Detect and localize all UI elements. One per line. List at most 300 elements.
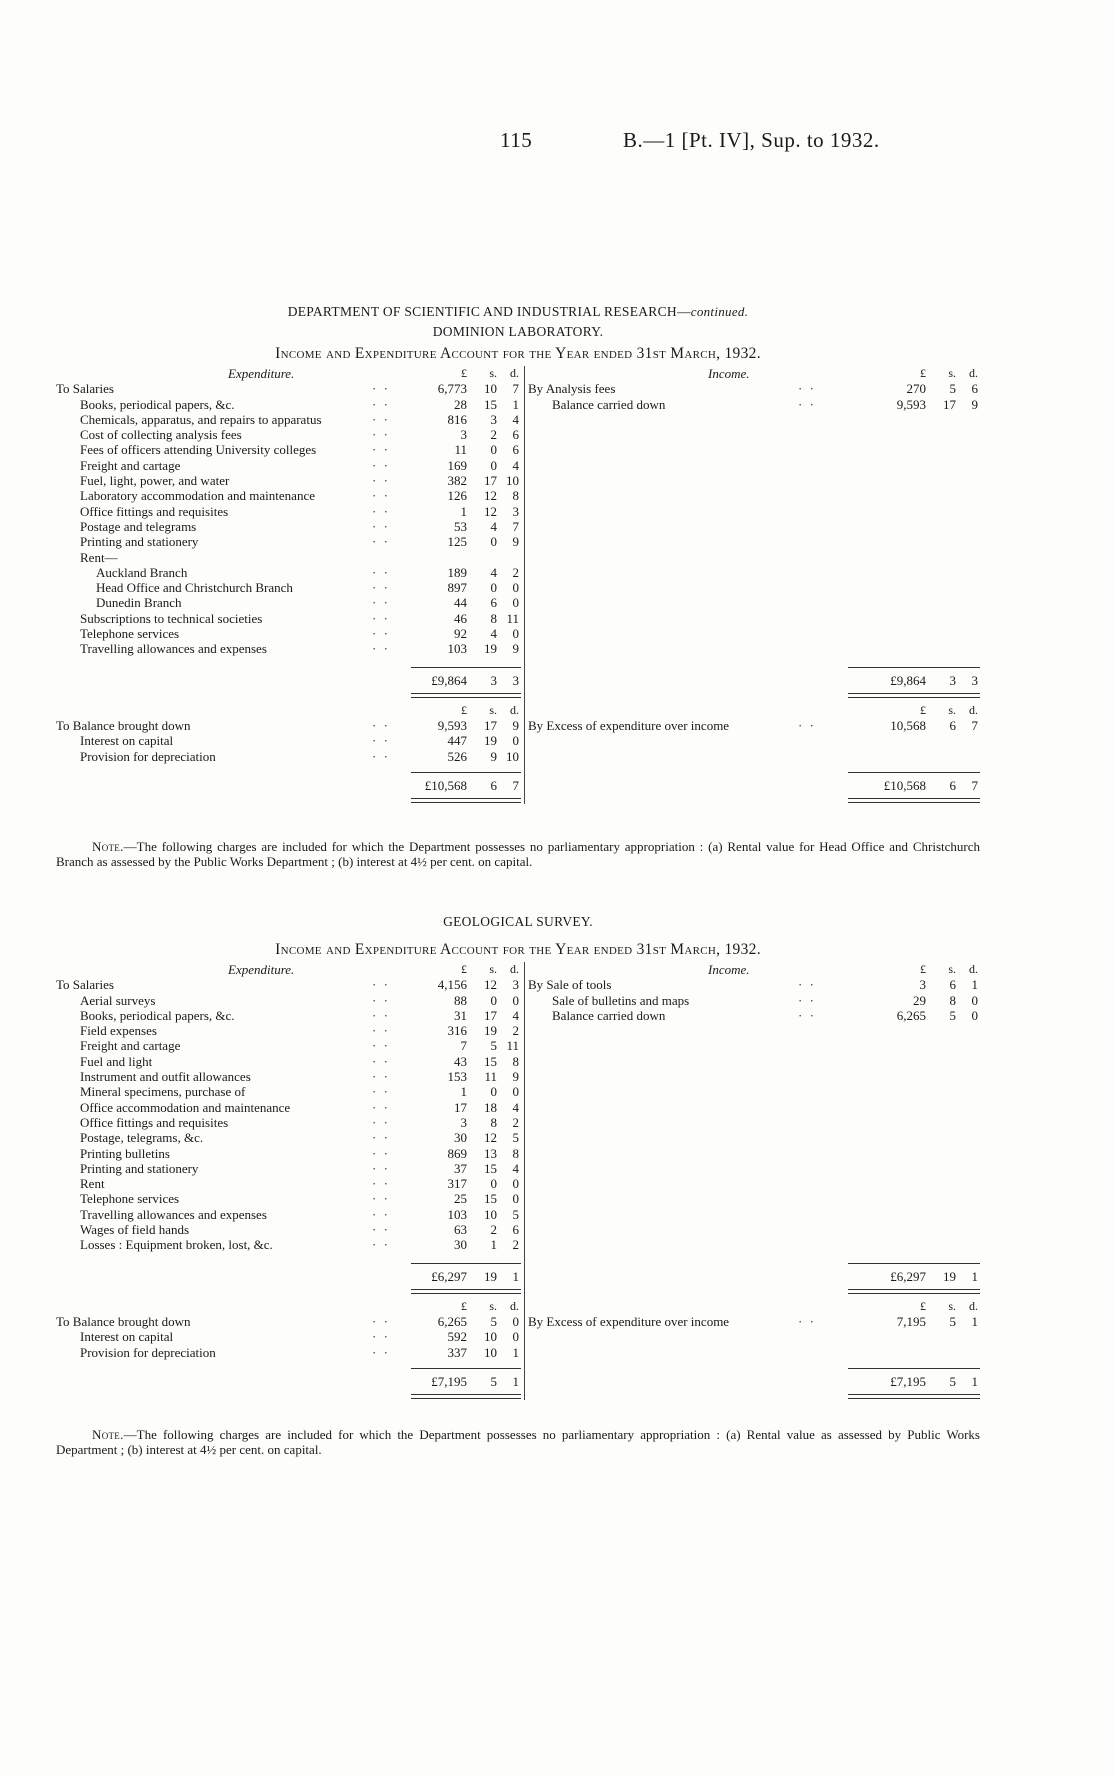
total-double-rule-2 <box>411 798 521 803</box>
row-label: Instrument and outfit allowances <box>80 1069 251 1085</box>
pounds: 37 <box>454 1160 467 1176</box>
total2-p: £7,195 <box>431 1373 467 1389</box>
pounds: 270 <box>906 381 926 397</box>
pounds: 25 <box>454 1191 467 1207</box>
expenditure-row <box>56 534 524 549</box>
row-label: Rent <box>80 1176 105 1192</box>
leader-dots: · · <box>372 1130 390 1146</box>
heading-label: Income. <box>708 366 750 381</box>
shillings: 5 <box>949 381 956 397</box>
total2-p: £7,195 <box>890 1373 926 1389</box>
pounds: 6,265 <box>896 1007 926 1023</box>
row-label: Dunedin Branch <box>96 595 182 611</box>
shillings: 17 <box>484 717 497 733</box>
amount <box>411 1115 521 1130</box>
leader-dots: · · <box>372 503 390 519</box>
expenditure-row <box>56 1161 524 1176</box>
pence: 6 <box>512 427 519 443</box>
expenditure-row <box>56 1222 524 1237</box>
pounds: 4,156 <box>437 977 467 993</box>
expenditure-row <box>56 1237 524 1252</box>
leader-dots: · · <box>372 1329 390 1345</box>
shillings: 11 <box>484 1069 497 1085</box>
row-label: Interest on capital <box>80 733 174 749</box>
heading-label: Expenditure. <box>228 366 295 381</box>
amount <box>411 1084 521 1099</box>
expenditure-row <box>56 1054 524 1069</box>
currency-p: £ <box>461 1298 467 1313</box>
total-double-rule-2 <box>411 1394 521 1399</box>
department-title <box>56 302 980 322</box>
amount <box>411 993 521 1008</box>
shillings: 12 <box>484 488 497 504</box>
income-side-2 <box>528 702 980 793</box>
pence: 9 <box>512 1069 519 1085</box>
amount <box>411 397 521 412</box>
leader-dots: · · <box>798 1313 816 1329</box>
leader-dots: · · <box>372 1206 390 1222</box>
pence: 0 <box>971 1007 978 1023</box>
pounds: 30 <box>454 1130 467 1146</box>
shillings: 12 <box>484 503 497 519</box>
amount <box>411 1054 521 1069</box>
shillings: 15 <box>484 396 497 412</box>
income-row <box>528 1008 980 1023</box>
shillings: 12 <box>484 1130 497 1146</box>
column-heading <box>528 962 980 977</box>
shillings: 15 <box>484 1053 497 1069</box>
leader-dots: · · <box>372 1084 390 1100</box>
pounds: 1 <box>460 1084 467 1100</box>
row-label: Printing bulletins <box>80 1145 170 1161</box>
pence: 0 <box>512 1084 519 1100</box>
currency-s: s. <box>489 962 497 976</box>
amount <box>411 1237 521 1252</box>
shillings: 9 <box>490 748 497 764</box>
total-p: £9,864 <box>431 672 467 688</box>
dsir-note <box>56 839 980 869</box>
row-label: By Excess of expenditure over income <box>528 717 730 733</box>
shillings: 0 <box>490 992 497 1008</box>
income-row <box>528 1314 980 1329</box>
income-row <box>528 977 980 992</box>
currency-p: £ <box>920 1298 926 1313</box>
expenditure-row <box>56 488 524 503</box>
expenditure-row <box>56 1146 524 1161</box>
currency-headings <box>848 703 980 718</box>
geological-survey-section <box>56 912 980 1400</box>
row-label: Subscriptions to technical societies <box>80 610 263 626</box>
amount <box>411 733 521 748</box>
geo-note <box>56 1427 980 1457</box>
row-label: Balance carried down <box>552 396 666 412</box>
pounds: 103 <box>447 1206 467 1222</box>
shillings: 19 <box>484 641 497 657</box>
row-label: Provision for depreciation <box>80 1344 216 1360</box>
shillings: 0 <box>490 457 497 473</box>
pence: 0 <box>512 1176 519 1192</box>
currency-headings <box>411 962 521 977</box>
shillings: 5 <box>949 1313 956 1329</box>
currency-d: d. <box>510 702 519 717</box>
amount <box>411 626 521 641</box>
row-label: Freight and cartage <box>80 1038 181 1054</box>
total-p: £9,864 <box>890 672 926 688</box>
shillings: 3 <box>490 411 497 427</box>
total-amount <box>411 673 521 689</box>
pounds: 9,593 <box>896 396 926 412</box>
leader-dots: · · <box>798 992 816 1008</box>
amount <box>848 397 980 412</box>
subtotal-rule-2 <box>848 1368 980 1369</box>
amount <box>411 1100 521 1115</box>
shillings: 0 <box>490 1084 497 1100</box>
pence: 7 <box>971 717 978 733</box>
row-label: Printing and stationery <box>80 1160 199 1176</box>
amount <box>411 1345 521 1360</box>
currency-row <box>528 703 980 718</box>
income-side <box>528 962 980 1389</box>
amount <box>848 993 980 1008</box>
pence: 4 <box>512 1007 519 1023</box>
pence: 11 <box>506 1038 519 1054</box>
pence: 4 <box>512 1099 519 1115</box>
leader-dots: · · <box>372 1313 390 1329</box>
shillings: 19 <box>484 1023 497 1039</box>
leader-dots: · · <box>372 534 390 550</box>
pence: 0 <box>512 1329 519 1345</box>
pence: 5 <box>512 1130 519 1146</box>
total2-d: 1 <box>512 1373 519 1389</box>
currency-s: s. <box>489 366 497 380</box>
pence: 1 <box>512 1344 519 1360</box>
pence: 7 <box>512 518 519 534</box>
leader-dots: · · <box>372 1053 390 1069</box>
leader-dots: · · <box>372 457 390 473</box>
shillings: 8 <box>949 992 956 1008</box>
expenditure-row <box>56 550 524 565</box>
pounds: 53 <box>454 518 467 534</box>
shillings: 17 <box>943 396 956 412</box>
expenditure-row <box>56 626 524 641</box>
leader-dots: · · <box>372 1176 390 1192</box>
shillings: 6 <box>949 717 956 733</box>
pence: 0 <box>512 992 519 1008</box>
row-label: Field expenses <box>80 1023 157 1039</box>
pounds: 11 <box>454 442 467 458</box>
pence: 0 <box>512 1313 519 1329</box>
pounds: 7,195 <box>896 1313 926 1329</box>
pounds: 447 <box>447 733 467 749</box>
pounds: 6,773 <box>437 381 467 397</box>
pence: 9 <box>512 534 519 550</box>
leader-dots: · · <box>372 748 390 764</box>
row-label: Fuel and light <box>80 1053 153 1069</box>
leader-dots: · · <box>372 580 390 596</box>
heading-label: Income. <box>708 962 750 977</box>
leader-dots: · · <box>372 442 390 458</box>
row-label: Balance carried down <box>552 1007 666 1023</box>
account-table <box>56 962 980 1400</box>
pounds: 869 <box>447 1145 467 1161</box>
row-label: Aerial surveys <box>80 992 156 1008</box>
pounds: 9,593 <box>437 717 467 733</box>
row-label: By Excess of expenditure over income <box>528 1313 730 1329</box>
expenditure-row <box>56 993 524 1008</box>
pounds: 3 <box>919 977 926 993</box>
row-label: Postage, telegrams, &c. <box>80 1130 204 1146</box>
subtotal-rule-2 <box>848 772 980 773</box>
amount <box>411 1038 521 1053</box>
subtotal-rule <box>411 1263 521 1264</box>
pence: 4 <box>512 411 519 427</box>
shillings: 8 <box>490 610 497 626</box>
currency-p: £ <box>461 702 467 717</box>
amount <box>411 1222 521 1237</box>
expenditure-row <box>56 427 524 442</box>
currency-p: £ <box>920 366 926 380</box>
leader-dots: · · <box>372 1023 390 1039</box>
pounds: 30 <box>454 1237 467 1253</box>
amount <box>411 412 521 427</box>
pounds: 1 <box>460 503 467 519</box>
leader-dots: · · <box>372 1007 390 1023</box>
pounds: 592 <box>447 1329 467 1345</box>
amount <box>411 1314 521 1329</box>
pence: 6 <box>971 381 978 397</box>
leader-dots: · · <box>372 733 390 749</box>
pence: 3 <box>512 503 519 519</box>
row-label: Books, periodical papers, &c. <box>80 1007 235 1023</box>
pounds: 6,265 <box>437 1313 467 1329</box>
currency-d: d. <box>969 702 978 717</box>
expenditure-row <box>56 1329 524 1344</box>
total2-p: £10,568 <box>424 777 467 793</box>
leader-dots: · · <box>798 381 816 397</box>
amount <box>411 1329 521 1344</box>
leader-dots: · · <box>372 396 390 412</box>
currency-headings <box>848 962 980 977</box>
shillings: 2 <box>490 1222 497 1238</box>
total2-s: 6 <box>490 777 497 793</box>
pence: 8 <box>512 488 519 504</box>
dominion-laboratory-section <box>56 302 980 804</box>
row-label: Interest on capital <box>80 1329 174 1345</box>
row-label: Cost of collecting analysis fees <box>80 427 242 443</box>
expenditure-row <box>56 1115 524 1130</box>
leader-dots: · · <box>372 1237 390 1253</box>
pence: 3 <box>512 977 519 993</box>
pence: 9 <box>512 641 519 657</box>
shillings: 10 <box>484 1329 497 1345</box>
subtotal-rule <box>848 667 980 668</box>
total-p: £6,297 <box>431 1268 467 1284</box>
pounds: 3 <box>460 1114 467 1130</box>
pence: 9 <box>512 717 519 733</box>
pounds: 316 <box>447 1023 467 1039</box>
currency-s: s. <box>489 1298 497 1313</box>
row-label: Office accommodation and maintenance <box>80 1099 291 1115</box>
expenditure-row <box>56 1008 524 1023</box>
account-title: Income and Expenditure Account for the Year ended 31st March, 1932. <box>275 345 761 362</box>
amount <box>411 1069 521 1084</box>
amount <box>848 381 980 396</box>
currency-s: s. <box>948 702 956 717</box>
section-title: DOMINION LABORATORY. <box>432 324 604 339</box>
shillings: 0 <box>490 580 497 596</box>
expenditure-row <box>56 1314 524 1329</box>
expenditure-side-2 <box>56 1298 524 1389</box>
pence: 2 <box>512 564 519 580</box>
leader-dots: · · <box>372 717 390 733</box>
row-label: Books, periodical papers, &c. <box>80 396 235 412</box>
pounds: 382 <box>447 473 467 489</box>
expenditure-row <box>56 1084 524 1099</box>
currency-headings <box>411 366 521 381</box>
currency-d: d. <box>510 962 519 976</box>
shillings: 4 <box>490 518 497 534</box>
total-double-rule <box>848 1289 980 1294</box>
pence: 2 <box>512 1237 519 1253</box>
currency-d: d. <box>969 962 978 976</box>
amount <box>848 718 980 733</box>
pounds: 63 <box>454 1222 467 1238</box>
amount <box>411 718 521 733</box>
pounds: 31 <box>454 1007 467 1023</box>
subtotal-rule-2 <box>411 1368 521 1369</box>
expenditure-row <box>56 1038 524 1053</box>
leader-dots: · · <box>372 411 390 427</box>
column-heading <box>56 366 524 381</box>
leader-dots: · · <box>372 626 390 642</box>
row-label: By Sale of tools <box>528 977 612 993</box>
heading-label: Expenditure. <box>228 962 295 977</box>
note-lead: Note. <box>92 839 124 854</box>
currency-row <box>56 703 524 718</box>
pence: 10 <box>506 748 519 764</box>
pounds: 189 <box>447 564 467 580</box>
pounds: 29 <box>913 992 926 1008</box>
leader-dots: · · <box>372 427 390 443</box>
pence: 6 <box>512 442 519 458</box>
leader-dots: · · <box>372 1145 390 1161</box>
shillings: 8 <box>490 1114 497 1130</box>
pounds: 526 <box>447 748 467 764</box>
leader-dots: · · <box>372 1160 390 1176</box>
pounds: 125 <box>447 534 467 550</box>
income-row <box>528 718 980 733</box>
currency-d: d. <box>969 1298 978 1313</box>
total-p: £6,297 <box>890 1268 926 1284</box>
row-label: Sale of bulletins and maps <box>552 992 690 1008</box>
leader-dots: · · <box>372 1099 390 1115</box>
expenditure-row <box>56 442 524 457</box>
note-text: —The following charges are included for which the Department possesses no parliamentary appropriation : (a) Rental value for Head Office and Christchurch Branch as assessed by the Public Works Department ; (b) interest at 4½ per cent. on capital. <box>56 839 980 869</box>
pence: 4 <box>512 457 519 473</box>
expenditure-row <box>56 1176 524 1191</box>
pence: 1 <box>512 396 519 412</box>
leader-dots: · · <box>372 1069 390 1085</box>
total-amount <box>848 1269 980 1285</box>
leader-dots: · · <box>372 1038 390 1054</box>
leader-dots: · · <box>372 595 390 611</box>
pounds: 317 <box>447 1176 467 1192</box>
total2-d: 1 <box>971 1373 978 1389</box>
leader-dots: · · <box>372 977 390 993</box>
amount <box>411 749 521 764</box>
row-label: Office fittings and requisites <box>80 503 229 519</box>
shillings: 17 <box>484 1007 497 1023</box>
total-double-rule <box>411 1289 521 1294</box>
pounds: 816 <box>447 411 467 427</box>
amount <box>411 1130 521 1145</box>
leader-dots: · · <box>372 1344 390 1360</box>
pence: 8 <box>512 1053 519 1069</box>
expenditure-side-2 <box>56 702 524 793</box>
expenditure-row <box>56 473 524 488</box>
total-s: 3 <box>949 672 956 688</box>
expenditure-row <box>56 397 524 412</box>
total-double-rule-2 <box>848 798 980 803</box>
expenditure-row <box>56 718 524 733</box>
pence: 0 <box>512 733 519 749</box>
leader-dots: · · <box>798 717 816 733</box>
amount <box>411 458 521 473</box>
pence: 0 <box>512 580 519 596</box>
total2-s: 5 <box>949 1373 956 1389</box>
row-label: Head Office and Christchurch Branch <box>96 580 293 596</box>
pounds: 28 <box>454 396 467 412</box>
pence: 6 <box>512 1222 519 1238</box>
currency-p: £ <box>920 702 926 717</box>
expenditure-row <box>56 504 524 519</box>
expenditure-row <box>56 733 524 748</box>
shillings: 10 <box>484 1206 497 1222</box>
total-double-rule <box>848 693 980 698</box>
currency-s: s. <box>948 962 956 976</box>
amount <box>411 1023 521 1038</box>
amount <box>411 1008 521 1023</box>
amount <box>411 504 521 519</box>
pence: 0 <box>971 992 978 1008</box>
shillings: 6 <box>490 595 497 611</box>
pence: 11 <box>506 610 519 626</box>
row-label: By Analysis fees <box>528 381 616 397</box>
row-label: Laboratory accommodation and maintenance <box>80 488 315 504</box>
pence: 4 <box>512 1160 519 1176</box>
column-heading <box>56 962 524 977</box>
amount <box>411 977 521 992</box>
total-double-rule-2 <box>848 1394 980 1399</box>
subtotal-rule-2 <box>411 772 521 773</box>
leader-dots: · · <box>372 1222 390 1238</box>
amount <box>411 473 521 488</box>
currency-d: d. <box>510 366 519 380</box>
amount <box>411 1191 521 1206</box>
total2-d: 7 <box>512 777 519 793</box>
pounds: 10,568 <box>890 717 926 733</box>
total-s: 19 <box>484 1268 497 1284</box>
total-d: 3 <box>512 672 519 688</box>
column-divider <box>524 962 525 1400</box>
total-d: 3 <box>971 672 978 688</box>
expenditure-row <box>56 458 524 473</box>
pence: 2 <box>512 1114 519 1130</box>
shillings: 1 <box>490 1237 497 1253</box>
row-label: Rent— <box>80 549 118 565</box>
shillings: 4 <box>490 564 497 580</box>
expenditure-row <box>56 1207 524 1222</box>
